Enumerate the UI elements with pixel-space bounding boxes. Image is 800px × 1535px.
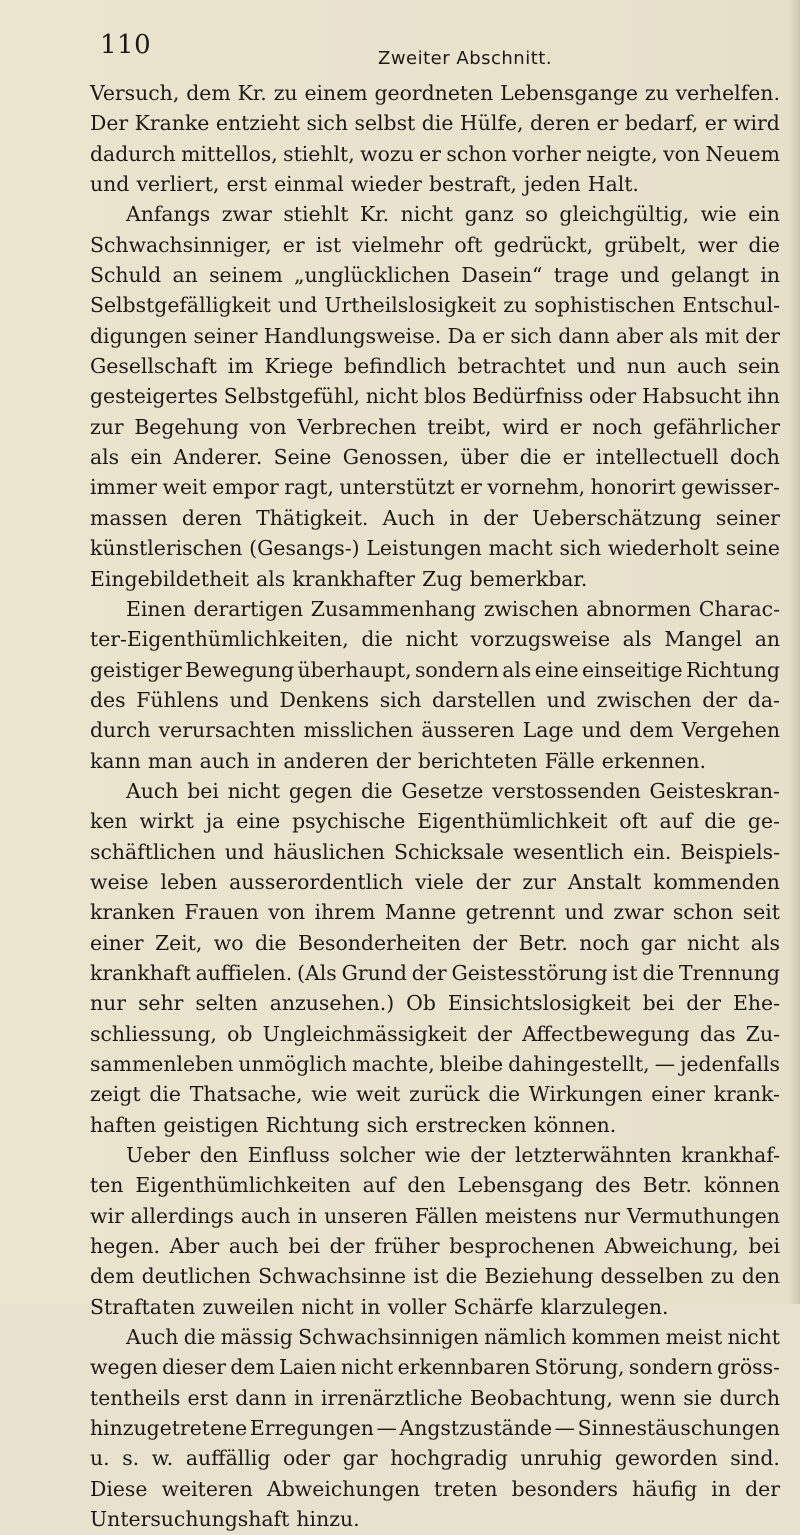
text-line: Ueber den Einfluss solcher wie der letzterwähnten krankhaf- <box>126 1143 780 1168</box>
text-line: ken wirkt ja eine psychische Eigenthümlichkeit oft auf die ge- <box>90 809 780 834</box>
page-edge-shadow <box>788 0 800 1304</box>
text-line: und verliert, erst einmal wieder bestraft, jeden Halt. <box>90 172 639 197</box>
text-line: nur sehr selten anzusehen.) Ob Einsichtslosigkeit bei der Ehe- <box>90 991 780 1016</box>
text-line: gesteigertes Selbstgefühl, nicht blos Bedürfniss oder Habsucht ihn <box>90 384 780 409</box>
page-number: 110 <box>100 30 152 60</box>
text-line: kranken Frauen von ihrem Manne getrennt und zwar schon seit <box>90 900 780 925</box>
text-line: Selbstgefälligkeit und Urtheilslosigkeit zu sophistischen Entschul- <box>90 293 780 318</box>
text-line: Auch die mässig Schwachsinnigen nämlich kommen meist nicht <box>126 1325 780 1350</box>
text-line: wir allerdings auch in unseren Fällen meistens nur Vermuthungen <box>90 1203 780 1228</box>
text-line: Der Kranke entzieht sich selbst die Hülfe, deren er bedarf, er wird <box>90 111 780 136</box>
text-line: hinzugetretene Erregungen — Angstzustände — Sinnestäuschungen <box>90 1416 780 1441</box>
text-line: massen deren Thätigkeit. Auch in der Ueberschätzung seiner <box>90 505 780 530</box>
text-line: dadurch mittellos, stiehlt, wozu er schon vorher neigte, von Neuem <box>90 141 780 166</box>
text-line: tentheils erst dann in irrenärztliche Beobachtung, wenn sie durch <box>90 1385 780 1410</box>
text-line: Schwachsinniger, er ist vielmehr oft gedrückt, grübelt, wer die <box>90 232 780 257</box>
text-line: Untersuchungshaft hinzu. <box>90 1507 360 1532</box>
text-line: einer Zeit, wo die Besonderheiten der Betr. noch gar nicht als <box>90 930 780 955</box>
text-line: als ein Anderer. Seine Genossen, über die er intellectuell doch <box>90 445 780 470</box>
text-line: kann man auch in anderen der berichteten Fälle erkennen. <box>90 748 706 773</box>
text-line: wegen dieser dem Laien nicht erkennbaren Störung, sondern gröss- <box>90 1355 780 1380</box>
text-line: u. s. w. auffällig oder gar hochgradig unruhig geworden sind. <box>90 1446 780 1471</box>
text-line: krankhaft auffielen. (Als Grund der Geistesstörung ist die Trennung <box>90 960 780 985</box>
text-line: Anfangs zwar stiehlt Kr. nicht ganz so gleichgültig, wie ein <box>126 202 780 227</box>
text-line: digungen seiner Handlungsweise. Da er sich dann aber als mit der <box>90 323 780 348</box>
page-header <box>0 30 800 80</box>
text-line: Schuld an seinem „unglücklichen Dasein“ trage und gelangt in <box>90 263 780 288</box>
text-line: immer weit empor ragt, unterstützt er vornehm, honorirt gewisser- <box>90 475 780 500</box>
text-line: hegen. Aber auch bei der früher besprochenen Abweichung, bei <box>90 1234 780 1259</box>
text-line: zur Begehung von Verbrechen treibt, wird er noch gefährlicher <box>90 414 780 439</box>
text-line: sammenleben unmöglich machte, bleibe dahingestellt, — jedenfalls <box>90 1052 780 1076</box>
text-line: weise leben ausserordentlich viele der zur Anstalt kommenden <box>90 869 780 894</box>
text-line: Gesellschaft im Kriege befindlich betrachtet und nun auch sein <box>90 354 780 379</box>
text-line: Einen derartigen Zusammenhang zwischen abnormen Charac- <box>126 596 780 621</box>
text-line: ten Eigenthümlichkeiten auf den Lebensgang des Betr. können <box>90 1173 780 1198</box>
text-line: Auch bei nicht gegen die Gesetze verstossenden Geisteskran- <box>126 778 780 803</box>
text-line: geistiger Bewegung überhaupt, sondern als eine einseitige Richtung <box>90 657 780 682</box>
text-line: schäftlichen und häuslichen Schicksale wesentlich ein. Beispiels- <box>90 839 780 864</box>
text-line: Eingebildetheit als krankhafter Zug bemerkbar. <box>90 566 588 591</box>
text-line: durch verursachten misslichen äusseren Lage und dem Vergehen <box>90 718 780 743</box>
running-head: Zweiter Abschnitt. <box>378 48 553 69</box>
text-line: ter-Eigenthümlichkeiten, die nicht vorzugsweise als Mangel an <box>90 627 780 652</box>
text-line: haften geistigen Richtung sich erstrecken können. <box>90 1112 617 1137</box>
text-line: Straftaten zuweilen nicht in voller Schärfe klarzulegen. <box>90 1294 669 1319</box>
text-line: Diese weiteren Abweichungen treten besonders häufig in der <box>90 1476 780 1501</box>
text-line: Versuch, dem Kr. zu einem geordneten Lebensgange zu verhelfen. <box>90 81 780 105</box>
text-line: des Fühlens und Denkens sich darstellen und zwischen der da- <box>90 687 780 712</box>
body-text <box>90 78 780 1535</box>
text-line: dem deutlichen Schwachsinne ist die Beziehung desselben zu den <box>90 1264 780 1289</box>
text-line: schliessung, ob Ungleichmässigkeit der Affectbewegung das Zu- <box>90 1021 780 1046</box>
text-line: zeigt die Thatsache, wie weit zurück die Wirkungen einer krank- <box>90 1082 780 1107</box>
text-line: künstlerischen (Gesangs-) Leistungen macht sich wiederholt seine <box>90 536 780 561</box>
